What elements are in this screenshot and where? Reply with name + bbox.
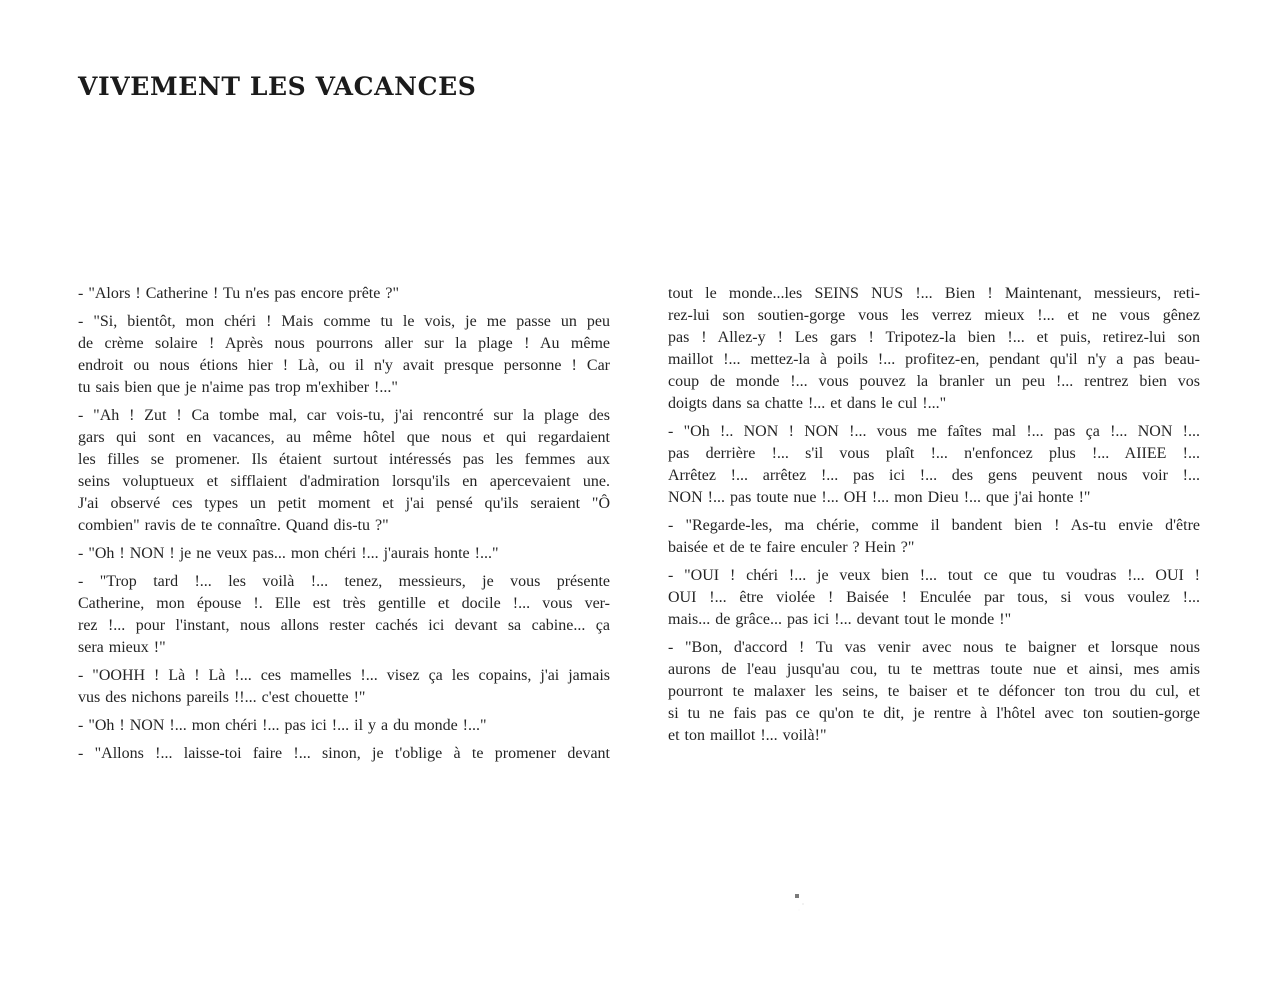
text-line: coup de monde !... vous pouvez la branler un peu !... rentrez bien vos	[668, 373, 1200, 390]
text-line: de crème solaire ! Après nous pourrons aller sur la plage ! Au même	[78, 335, 610, 352]
paragraph	[668, 565, 1200, 631]
text-line: Catherine, mon épouse !. Elle est très gentille et docile !... vous ver-	[78, 595, 610, 612]
text-line: rez-lui son soutien-gorge vous les verrez mieux !... et ne vous gênez	[668, 307, 1200, 324]
text-line: - "Bon, d'accord ! Tu vas venir avec nous te baigner et lorsque nous	[668, 639, 1200, 656]
paragraph	[78, 743, 610, 765]
text-line: J'ai observé ces types un petit moment et j'ai pensé qu'ils seraient "Ô	[78, 495, 610, 512]
text-line: tout le monde...les SEINS NUS !... Bien ! Maintenant, messieurs, reti-	[668, 285, 1200, 302]
text-line: - "Allons !... laisse-toi faire !... sinon, je t'oblige à te promener devant	[78, 745, 610, 762]
text-line: les filles se promener. Ils étaient surtout intéressés pas les femmes aux	[78, 451, 610, 468]
paragraph	[78, 283, 610, 305]
paragraph	[78, 311, 610, 399]
text-line: - "OOHH ! Là ! Là !... ces mamelles !... visez ça les copains, j'ai jamais	[78, 667, 610, 684]
text-line: pas derrière !... s'il vous plaît !... n'enfoncez plus !... AIIEE !...	[668, 445, 1200, 462]
scan-artifact-speck	[795, 894, 799, 898]
text-line: - "Oh ! NON ! je ne veux pas... mon chéri !... j'aurais honte !..."	[78, 545, 499, 562]
text-line: - "Regarde-les, ma chérie, comme il bandent bien ! As-tu envie d'être	[668, 517, 1200, 534]
paragraph	[668, 421, 1200, 509]
text-columns	[78, 283, 1200, 771]
text-line: mais... de grâce... pas ici !... devant tout le monde !"	[668, 611, 1012, 628]
paragraph	[668, 515, 1200, 559]
text-line: - "Si, bientôt, mon chéri ! Mais comme tu le vois, je me passe un peu	[78, 313, 610, 330]
text-line: sera mieux !"	[78, 639, 166, 656]
paragraph	[78, 665, 610, 709]
text-line: NON !... pas toute nue !... OH !... mon Dieu !... que j'ai honte !"	[668, 489, 1091, 506]
text-column-right	[668, 283, 1200, 771]
text-line: - "Oh ! NON !... mon chéri !... pas ici !... il y a du monde !..."	[78, 717, 487, 734]
paragraph	[78, 405, 610, 537]
text-line: baisée et de te faire enculer ? Hein ?"	[668, 539, 915, 556]
paragraph	[668, 637, 1200, 747]
paragraph	[668, 283, 1200, 415]
text-line: maillot !... mettez-la à poils !... profitez-en, pendant qu'il n'y a pas beau-	[668, 351, 1200, 368]
text-line: tu sais bien que je n'aime pas trop m'exhiber !..."	[78, 379, 398, 396]
text-line: pas ! Allez-y ! Les gars ! Tripotez-la bien !... et puis, retirez-lui son	[668, 329, 1200, 346]
text-line: pourront te malaxer les seins, te baiser et te défoncer ton trou du cul, et	[668, 683, 1200, 700]
text-line: combien" ravis de te connaître. Quand dis-tu ?"	[78, 517, 389, 534]
text-line: doigts dans sa chatte !... et dans le cul !..."	[668, 395, 947, 412]
text-line: - "OUI ! chéri !... je veux bien !... tout ce que tu voudras !... OUI !	[668, 567, 1200, 584]
paragraph	[78, 715, 610, 737]
paragraph	[78, 543, 610, 565]
text-line: - "Alors ! Catherine ! Tu n'es pas encore prête ?"	[78, 285, 399, 302]
text-line: seins voluptueux et sifflaient d'admiration lorsqu'ils en apercevaient une.	[78, 473, 610, 490]
text-line: OUI !... être violée ! Baisée ! Enculée par tous, si vous voulez !...	[668, 589, 1200, 606]
text-line: - "Trop tard !... les voilà !... tenez, messieurs, je vous présente	[78, 573, 610, 590]
text-line: et ton maillot !... voilà!"	[668, 727, 827, 744]
text-line: gars qui sont en vacances, au même hôtel que nous et qui regardaient	[78, 429, 610, 446]
text-line: endroit ou nous étions hier ! Là, ou il n'y avait presque personne ! Car	[78, 357, 610, 374]
text-line: si tu ne fais pas ce qu'on te dit, je rentre à l'hôtel avec ton soutien-gorge	[668, 705, 1200, 722]
text-column-left	[78, 283, 610, 771]
text-line: - "Oh !.. NON ! NON !... vous me faîtes mal !... pas ça !... NON !...	[668, 423, 1200, 440]
paragraph	[78, 571, 610, 659]
text-line: vus des nichons pareils !!... c'est chouette !"	[78, 689, 366, 706]
page-title: VIVEMENT LES VACANCES	[78, 72, 477, 101]
text-line: Arrêtez !... arrêtez !... pas ici !... des gens peuvent nous voir !...	[668, 467, 1200, 484]
text-line: rez !... pour l'instant, nous allons rester cachés ici devant sa cabine... ça	[78, 617, 610, 634]
text-line: aurons de l'eau jusqu'au cou, tu te mettras toute nue et ainsi, mes amis	[668, 661, 1200, 678]
text-line: - "Ah ! Zut ! Ca tombe mal, car vois-tu, j'ai rencontré sur la plage des	[78, 407, 610, 424]
